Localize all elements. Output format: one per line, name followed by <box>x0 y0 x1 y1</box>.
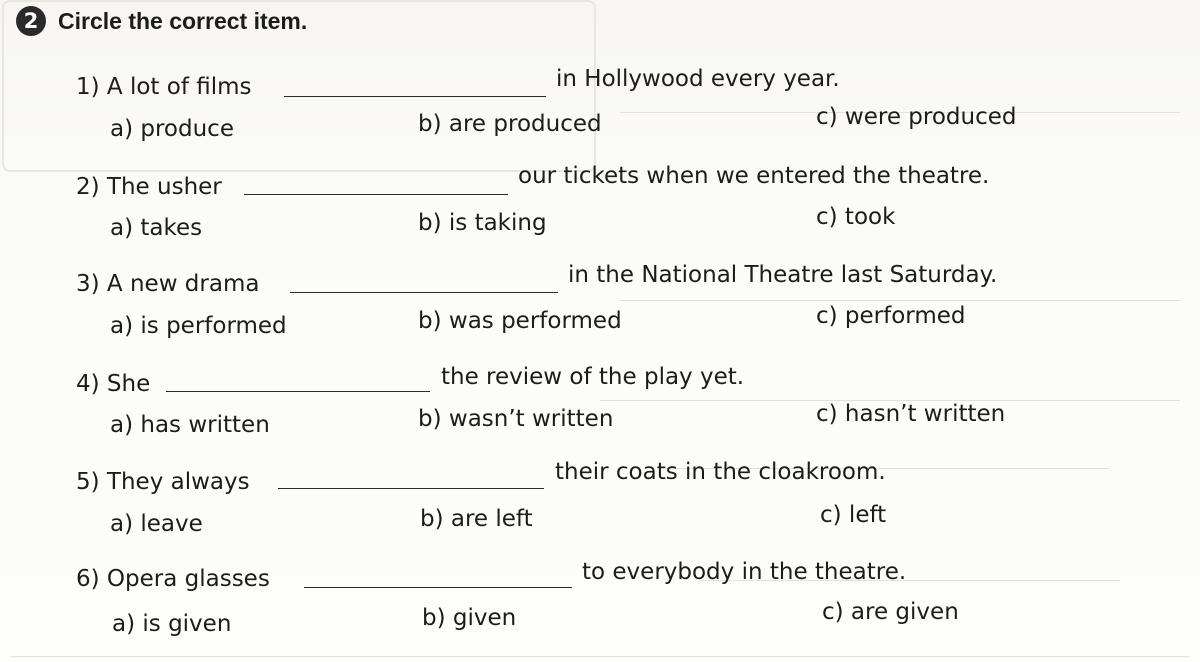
question-3-blank[interactable] <box>290 292 558 293</box>
question-6-stem: 6) Opera glasses <box>76 566 270 592</box>
bleed-through-rule <box>10 656 1190 657</box>
question-4-ending: the review of the play yet. <box>441 364 745 390</box>
question-1-stem: 1) A lot of films <box>76 74 252 100</box>
question-1-option-a[interactable]: a) produce <box>110 116 234 142</box>
question-5-option-a[interactable]: a) leave <box>110 511 203 537</box>
question-3-option-c[interactable]: c) performed <box>816 303 966 329</box>
question-4-stem: 4) She <box>76 371 151 397</box>
question-1-blank[interactable] <box>284 96 546 97</box>
question-5-ending: their coats in the cloakroom. <box>555 459 886 485</box>
question-6-option-c[interactable]: c) are given <box>822 599 959 625</box>
question-1-option-c[interactable]: c) were produced <box>816 104 1017 130</box>
question-2-option-a[interactable]: a) takes <box>110 215 203 241</box>
question-4-blank[interactable] <box>166 391 430 392</box>
exercise-heading <box>16 6 307 36</box>
question-3-stem: 3) A new drama <box>76 271 260 297</box>
question-6-option-b[interactable]: b) given <box>422 605 517 631</box>
question-4-option-a[interactable]: a) has written <box>110 412 270 438</box>
question-1-ending: in Hollywood every year. <box>556 66 840 92</box>
question-6-option-a[interactable]: a) is given <box>112 611 232 637</box>
question-3-option-b[interactable]: b) was performed <box>418 308 622 334</box>
question-3-option-a[interactable]: a) is performed <box>110 313 287 339</box>
exercise-number-badge: 2 <box>16 6 46 36</box>
bleed-through-rule <box>620 300 1180 301</box>
exercise-title: Circle the correct item. <box>58 7 308 34</box>
question-5-blank[interactable] <box>278 488 544 489</box>
question-1-option-b[interactable]: b) are produced <box>418 111 602 137</box>
question-3-ending: in the National Theatre last Saturday. <box>568 262 998 288</box>
question-2-blank[interactable] <box>244 194 508 195</box>
question-2-ending: our tickets when we entered the theatre. <box>518 163 990 189</box>
question-6-blank[interactable] <box>304 587 572 588</box>
question-5-option-b[interactable]: b) are left <box>420 506 533 532</box>
question-2-option-b[interactable]: b) is taking <box>418 210 547 236</box>
question-2-stem: 2) The usher <box>76 174 222 200</box>
question-2-option-c[interactable]: c) took <box>816 204 896 230</box>
question-6-ending: to everybody in the theatre. <box>582 559 907 585</box>
question-5-stem: 5) They always <box>76 469 250 495</box>
question-5-option-c[interactable]: c) left <box>820 502 887 528</box>
question-4-option-c[interactable]: c) hasn’t written <box>816 401 1006 427</box>
question-4-option-b[interactable]: b) wasn’t written <box>418 406 614 432</box>
